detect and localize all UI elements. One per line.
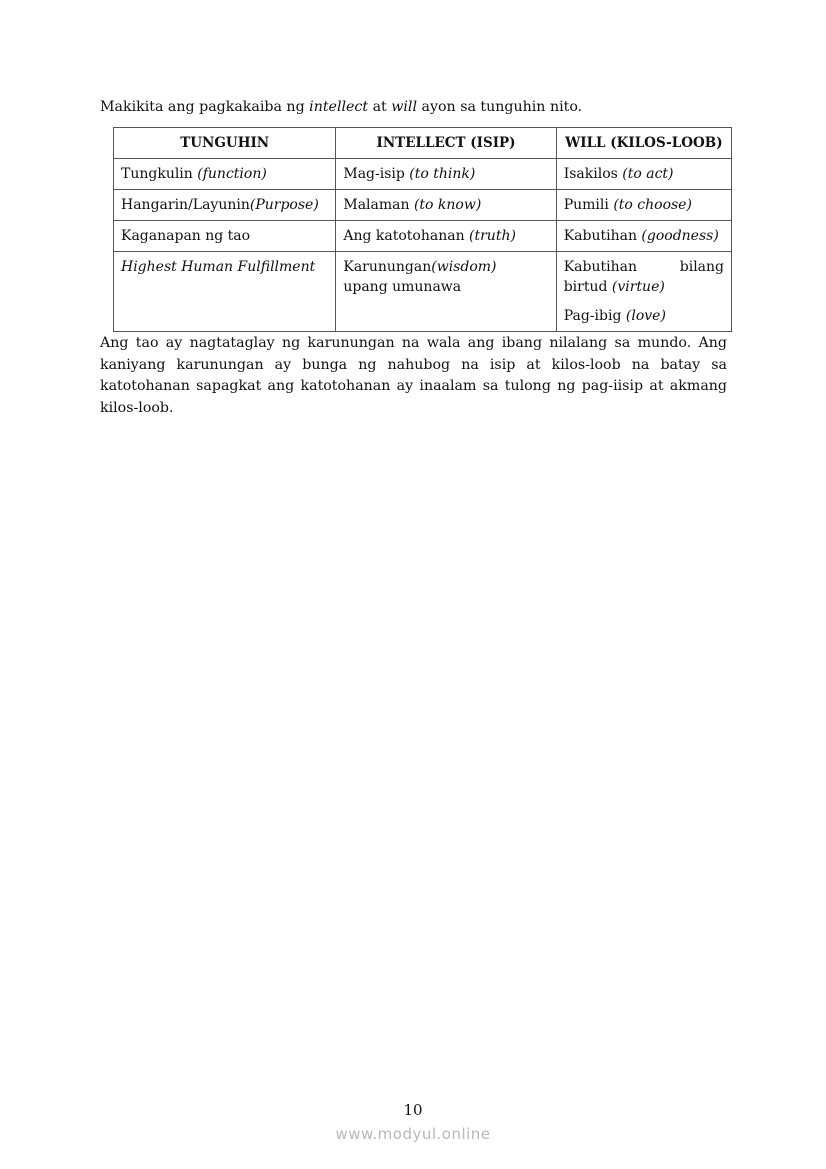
cell-translation: (to act) [622, 166, 674, 182]
cell-text: Hangarin/Layunin [121, 197, 250, 213]
table-row [114, 190, 732, 221]
table-cell [336, 221, 556, 252]
table-row [114, 252, 732, 332]
table-row [114, 159, 732, 190]
cell-text: Tungkulin [121, 166, 198, 182]
cell-translation: (function) [197, 166, 267, 182]
cell-text: Mag-isip [343, 166, 410, 182]
page-number: 10 [403, 1101, 423, 1119]
cell-text: Karunungan [343, 259, 432, 275]
table-row [114, 221, 732, 252]
watermark: www.modyul.online [335, 1125, 491, 1143]
cell-translation: (truth) [469, 228, 516, 244]
table-cell [556, 159, 731, 190]
header-intellect: INTELLECT (ISIP) [336, 128, 556, 159]
table-cell [114, 159, 336, 190]
body-paragraph: Ang tao ay nagtataglay ng karunungan na wala ang ibang nilalang sa mundo. Ang kaniyang karunungan ay bunga ng nahubog na isip at kilos-loob na batay sa katotohanan sapagkat ang katotohanan ay inaalam sa tulong ng pag-iisip at akmang kilos-loob. [100, 335, 727, 416]
cell-translation: (to know) [413, 197, 482, 213]
table-cell [336, 159, 556, 190]
header-tunguhin: TUNGUHIN [114, 128, 336, 159]
table-cell [114, 190, 336, 221]
table-cell [336, 252, 556, 332]
cell-translation: (to think) [409, 166, 476, 182]
cell-text: upang umunawa [343, 279, 462, 295]
cell-text: Pumili [563, 197, 614, 213]
table-cell [556, 252, 731, 332]
comparison-table [113, 127, 732, 332]
cell-text: Kaganapan ng tao [121, 228, 251, 244]
intro-term-intellect: intellect [309, 99, 369, 115]
intro-sentence [100, 99, 740, 115]
cell-translation: (Purpose) [249, 197, 319, 213]
table-cell [114, 252, 336, 332]
table-cell [556, 221, 731, 252]
intro-text: Makikita ang pagkakaiba ng [100, 99, 310, 115]
intro-text: at [368, 99, 392, 115]
header-will: WILL (KILOS-LOOB) [556, 128, 731, 159]
cell-translation: (love) [625, 308, 666, 324]
cell-text: Ang katotohanan [343, 228, 470, 244]
intro-text: ayon sa tunguhin nito. [417, 99, 583, 115]
cell-translation: (wisdom) [431, 259, 497, 275]
cell-translation: Highest Human Fulfillment [121, 259, 316, 275]
cell-text: birtud [563, 279, 612, 295]
cell-translation: (to choose) [613, 197, 692, 213]
cell-text: Isakilos [563, 166, 623, 182]
table-header-row [114, 128, 732, 159]
cell-text: Kabutihan bilang [563, 259, 724, 275]
cell-translation: (virtue) [611, 279, 665, 295]
cell-text: Kabutihan [563, 228, 642, 244]
cell-text: Malaman [343, 197, 414, 213]
cell-translation: (goodness) [641, 228, 719, 244]
table-cell [114, 221, 336, 252]
table-cell [556, 190, 731, 221]
table-cell [336, 190, 556, 221]
cell-text: Pag-ibig [563, 308, 626, 324]
intro-term-will: will [391, 99, 418, 115]
